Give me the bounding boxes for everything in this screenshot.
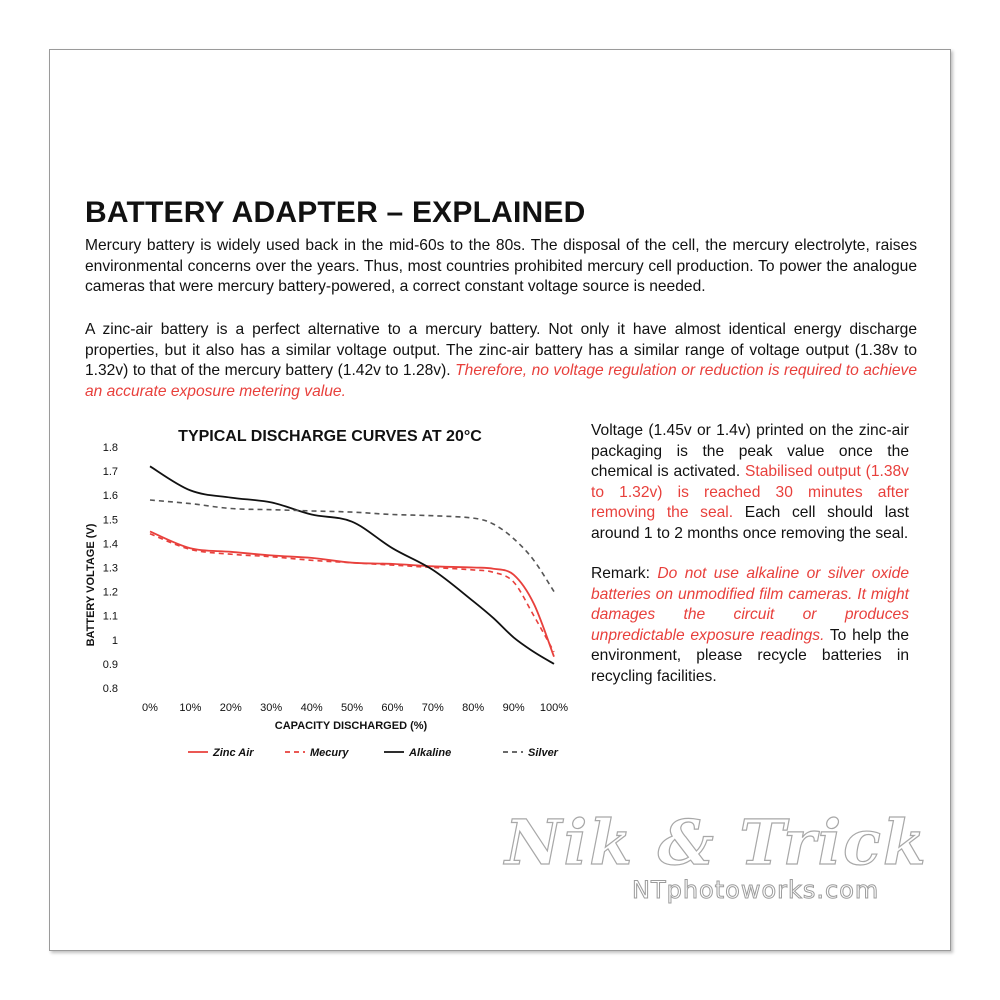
x-tick-label: 30% <box>260 702 283 714</box>
y-axis-ticks <box>103 442 118 695</box>
watermark-brand: Nik & Trick <box>505 806 928 879</box>
zinc-air-text: A zinc-air battery is a perfect alternative to a mercury battery. Not only it have almost identical energy discharge properties, but it also has a similar voltage output. The zinc-air battery has a similar range of voltage output (1.38v to 1.32v) to that of the mercury battery (1.42v to 1.28v). <box>85 321 917 379</box>
y-tick-label: 1.6 <box>102 490 118 503</box>
x-axis-ticks <box>142 702 568 714</box>
remark-label: Remark: <box>591 565 658 582</box>
x-tick-label: 90% <box>502 702 525 714</box>
x-axis-label: CAPACITY DISCHARGED (%) <box>274 720 428 732</box>
legend-label-silver: Silver <box>528 747 558 759</box>
y-tick-label: 0.9 <box>102 658 118 671</box>
voltage-note-intro: Voltage (1.45v or 1.4v) printed on the zinc-air packaging is the peak value once the chemical is activated. <box>591 422 909 480</box>
remark-warning: Do not use alkaline or silver oxide batteries on unmodified film cameras. It might damages the circuit or produces unpredictable exposure readings. <box>591 565 909 644</box>
y-tick-label: 1.7 <box>102 466 118 479</box>
discharge-chart <box>80 415 580 775</box>
x-tick-label: 40% <box>300 702 323 714</box>
y-tick-label: 1.8 <box>102 442 118 454</box>
y-tick-label: 1 <box>111 634 118 647</box>
zinc-air-paragraph <box>85 320 917 402</box>
x-tick-label: 0% <box>142 702 158 714</box>
legend-label-alkaline: Alkaline <box>409 747 452 759</box>
voltage-note <box>591 421 909 544</box>
remark-note <box>591 564 909 687</box>
zinc-air-emphasis: Therefore, no voltage regulation or reduction is required to achieve an accurate exposure metering value. <box>85 362 917 400</box>
series-line-silver <box>150 500 554 592</box>
chart-title: TYPICAL DISCHARGE CURVES AT 20°C <box>178 428 482 445</box>
y-tick-label: 1.5 <box>102 514 118 527</box>
y-tick-label: 1.2 <box>102 586 118 599</box>
chart-legend <box>188 747 559 759</box>
remark-tail: To help the environment, please recycle batteries in recycling facilities. <box>591 626 909 685</box>
x-tick-label: 20% <box>219 702 242 714</box>
series-line-zinc-air <box>150 531 554 656</box>
x-tick-label: 70% <box>421 702 444 714</box>
y-tick-label: 1.1 <box>102 610 118 623</box>
intro-paragraph: Mercury battery is widely used back in the mid-60s to the 80s. The disposal of the cell, the mercury electrolyte, raises environmental concerns over the years. Thus, most countries prohibited mercury cell production. To power the analogue cameras that were mercury battery-powered, a correct constant voltage source is needed. <box>85 237 917 295</box>
watermark-site: NTphotoworks.com <box>632 876 880 904</box>
x-tick-label: 60% <box>381 702 404 714</box>
voltage-note-highlight: Stabilised output (1.38v to 1.32v) is reached 30 minutes after removing the seal. <box>591 463 909 521</box>
x-tick-label: 100% <box>539 702 569 714</box>
page-title: BATTERY ADAPTER – EXPLAINED <box>85 196 586 229</box>
y-tick-label: 1.4 <box>102 538 118 551</box>
series-lines <box>150 466 554 664</box>
y-tick-label: 1.3 <box>102 562 118 575</box>
side-notes <box>591 421 909 687</box>
legend-label-zinc-air: Zinc Air <box>213 747 254 759</box>
voltage-note-tail: Each cell should last around 1 to 2 months once removing the seal. <box>591 504 909 542</box>
series-line-alkaline <box>150 466 554 664</box>
x-tick-label: 10% <box>179 702 202 714</box>
x-tick-label: 50% <box>340 702 364 714</box>
legend-label-mecury: Mecury <box>310 747 349 759</box>
y-axis-label: BATTERY VOLTAGE (V) <box>85 523 97 647</box>
x-tick-label: 80% <box>462 702 485 714</box>
y-tick-label: 0.8 <box>102 683 118 695</box>
